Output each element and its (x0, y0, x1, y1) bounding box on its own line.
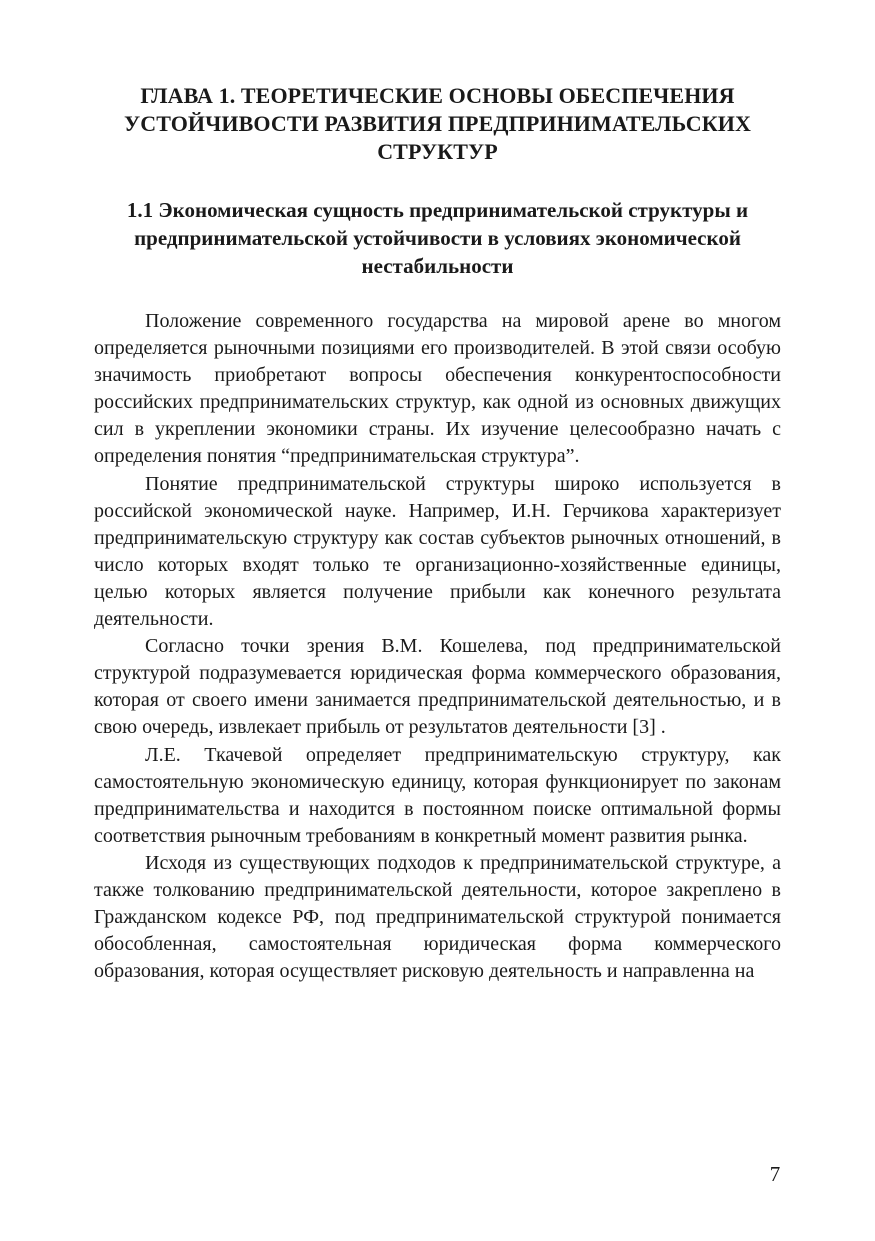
page-number: 7 (769, 1162, 781, 1186)
paragraph: Согласно точки зрения В.М. Кошелева, под предпринимательской структурой подразумевается юридическая форма коммерческого образования, которая от своего имени занимается предпринимательской деятельностью, и в свою очередь, извлекает прибыль от результатов деятельности [3] . (94, 635, 781, 739)
section-title: 1.1 Экономическая сущность предпринимательской структуры и предпринимательской устойчивости в условиях экономической нестабильности (126, 198, 749, 278)
paragraph: Положение современного государства на мировой арене во многом определяется рыночными позициями его производителей. В этой связи особую значимость приобретают вопросы обеспечения конкурентоспособности российских предпринимательских структур, как одной из основных движущих сил в укреплении экономики страны. Их изучение целесообразно начать с определения понятия “предпринимательская структура”. (94, 310, 781, 468)
document-page (94, 82, 781, 985)
paragraph: Исходя из существующих подходов к предпринимательской структуре, а также толкованию предпринимательской деятельности, которое закреплено в Гражданском кодексе РФ, под предпринимательской структурой понимается обособленная, самостоятельная юридическая форма коммерческого образования, которая осуществляет рисковую деятельность и направленна на (94, 851, 781, 983)
chapter-title: ГЛАВА 1. ТЕОРЕТИЧЕСКИЕ ОСНОВЫ ОБЕСПЕЧЕНИЯ УСТОЙЧИВОСТИ РАЗВИТИЯ ПРЕДПРИНИМАТЕЛЬСКИХ СТРУКТУР (123, 83, 752, 164)
paragraph: Понятие предпринимательской структуры широко используется в российской экономической науке. Например, И.Н. Герчикова характеризует предпринимательскую структуру как состав субъектов рыночных отношений, в число которых входят только те организационно-хозяйственные единицы, целью которых является получение прибыли как конечного результата деятельности. (94, 472, 781, 631)
paragraph: Л.Е. Ткачевой определяет предпринимательскую структуру, как самостоятельную экономическую единицу, которая функционирует по законам предпринимательства и находится в постоянном поиске оптимальной формы соответствия рыночным требованиям в конкретный момент развития рынка. (94, 743, 781, 847)
body-text (94, 308, 781, 985)
